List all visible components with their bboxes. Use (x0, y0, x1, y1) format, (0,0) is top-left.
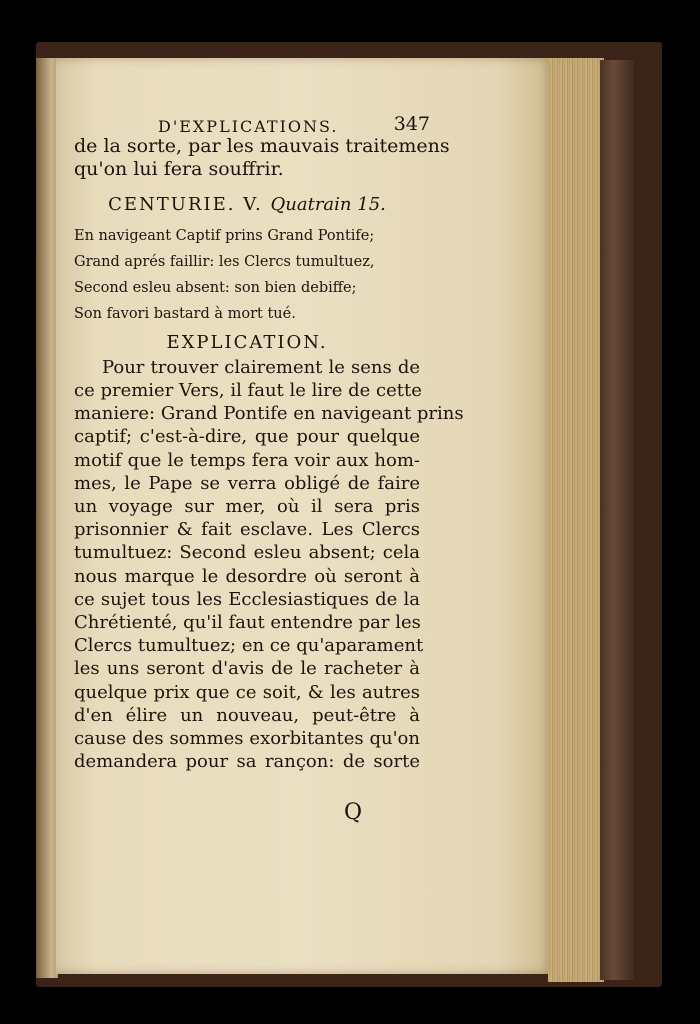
verse-line: Grand aprés faillir: les Clercs tumultuez, (74, 253, 375, 270)
body-line: mes, le Pape se verra obligé de faire (74, 472, 420, 494)
body-line: prisonnier & fait esclave. Les Clercs (74, 519, 420, 541)
running-title: D'EXPLICATIONS. (158, 117, 339, 136)
body-line: Chrétienté, qu'il faut entendre par les (74, 612, 421, 634)
body-line: les uns seront d'avis de le racheter à (74, 658, 420, 680)
verse-line: En navigeant Captif prins Grand Pontife; (74, 227, 375, 244)
intro-line: qu'on lui fera souffrir. (74, 158, 284, 181)
intro-line: de la sorte, par les mauvais traitemens (74, 135, 450, 157)
body-line: captif; c'est-à-dire, que pour quelque (74, 426, 420, 448)
section-heading (74, 193, 420, 216)
body-line: ce sujet tous les Ecclesiastiques de la (74, 588, 420, 610)
body-line: motif que le temps fera voir aux hom- (74, 449, 420, 471)
body-line: quelque prix que ce soit, & les autres (74, 681, 420, 703)
catchword: Q (344, 800, 363, 825)
body-line: nous marque le desordre où seront à (74, 565, 420, 587)
verse-line: Son favori bastard à mort tué. (74, 305, 296, 322)
body-line: tumultuez: Second esleu absent; cela (74, 542, 420, 564)
body-line: Clercs tumultuez; en ce qu'aparament (74, 635, 424, 657)
centurie-label: CENTURIE. V. (108, 194, 263, 216)
body-line: un voyage sur mer, où il sera pris (74, 496, 420, 518)
quatrain-label: Quatrain 15. (270, 194, 386, 216)
facing-page-edge (36, 58, 58, 978)
body-line: maniere: Grand Pontife en navigeant prins (74, 403, 464, 425)
page-number: 347 (393, 113, 430, 135)
body-line: cause des sommes exorbitantes qu'on (74, 728, 420, 750)
explication-heading: EXPLICATION. (166, 331, 328, 353)
verse-line: Second esleu absent: son bien debiffe; (74, 279, 357, 296)
body-line: d'en élire un nouveau, peut-être à (74, 704, 420, 726)
body-line: ce premier Vers, il faut le lire de cette (74, 380, 422, 402)
body-line: Pour trouver clairement le sens de (102, 356, 420, 378)
spine-edge (600, 60, 634, 980)
body-line: demandera pour sa rançon: de sorte (74, 751, 420, 773)
page-edges (548, 58, 604, 982)
page-text (74, 113, 464, 773)
